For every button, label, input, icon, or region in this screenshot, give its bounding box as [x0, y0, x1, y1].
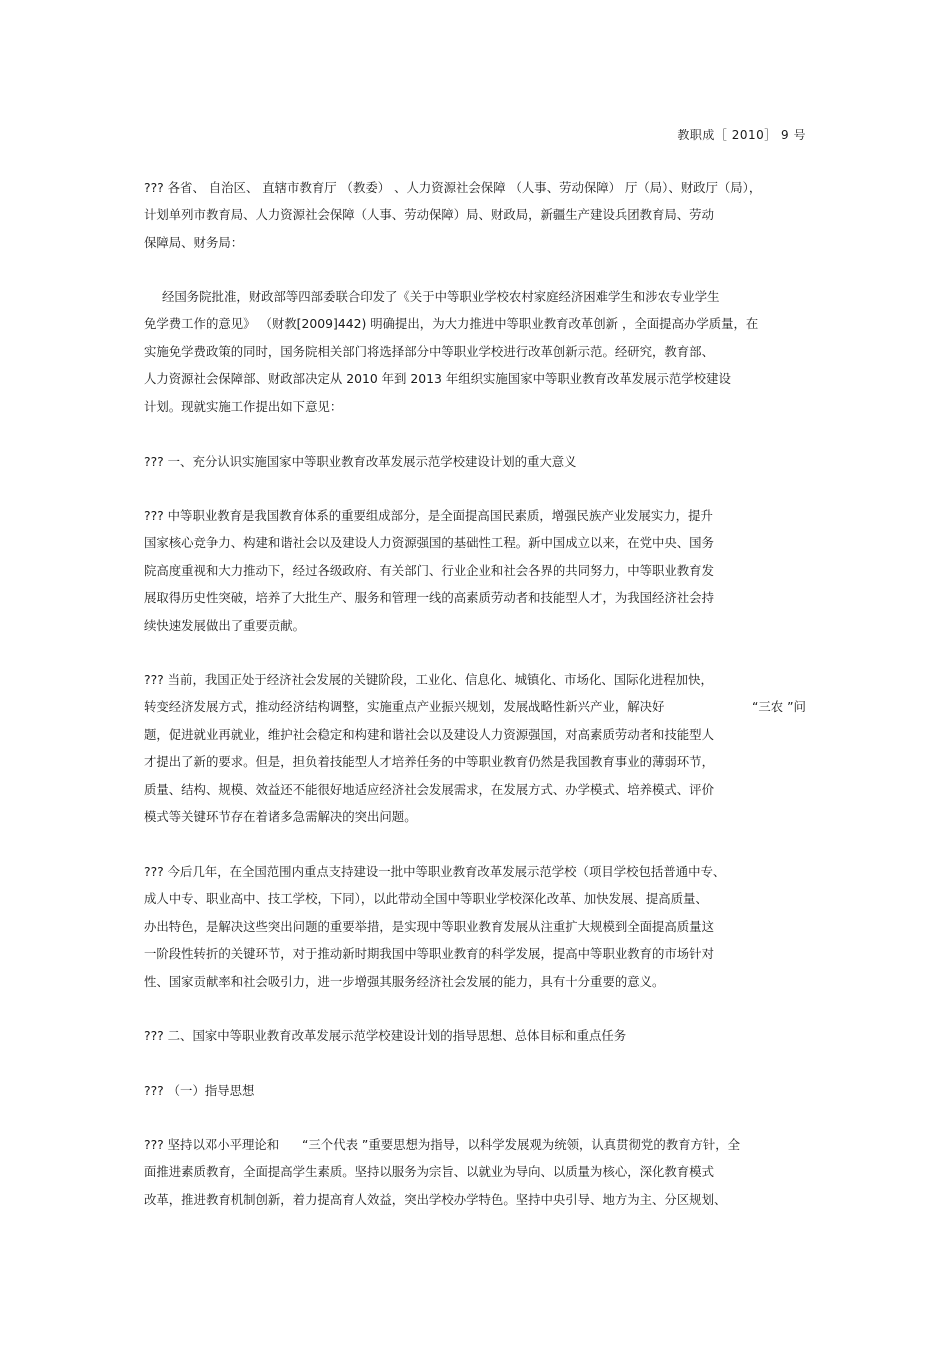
paragraph-line: ??? 坚持以邓小平理论和 — [144, 1137, 280, 1152]
intro-line: 免学费工作的意见》 （财教[2009]442) 明确提出，为大力推进中等职业教育改革创新 ，全面提高办学质量，在 — [144, 316, 759, 331]
intro-line: 实施免学费政策的同时，国务院相关部门将选择部分中等职业学校进行改革创新示范。经研究，教育部、 — [144, 344, 714, 359]
section-heading-2: ??? 二、国家中等职业教育改革发展示范学校建设计划的指导思想、总体目标和重点任务 — [144, 1028, 627, 1043]
addressee-line: ??? 各省、 自治区、 直辖市教育厅 （教委） 、人力资源社会保障 （人事、劳动保障） 厅（局）、财政厅（局）， — [144, 180, 762, 195]
intro-line: 计划。现就实施工作提出如下意见： — [144, 399, 343, 414]
paragraph-line: 展取得历史性突破，培养了大批生产、服务和管理一线的高素质劳动者和技能型人才，为我国经济社会持 — [144, 590, 714, 605]
intro-line: 经国务院批准，财政部等四部委联合印发了《关于中等职业学校农村家庭经济困难学生和涉农专业学生 — [162, 289, 720, 304]
paragraph-line: 办出特色，是解决这些突出问题的重要举措，是实现中等职业教育发展从注重扩大规模到全面提高质量这 — [144, 919, 714, 934]
addressee-line: 计划单列市教育局、人力资源社会保障（人事、劳动保障）局、财政局，新疆生产建设兵团教育局、劳动 — [144, 207, 714, 222]
subsection-heading: ??? （一）指导思想 — [144, 1083, 255, 1098]
paragraph-line: 面推进素质教育，全面提高学生素质。坚持以服务为宗旨、以就业为导向、以质量为核心，深化教育模式 — [144, 1164, 714, 1179]
paragraph-line: 改革，推进教育机制创新，着力提高育人效益，突出学校办学特色。坚持中央引导、地方为主、分区规划、 — [144, 1192, 727, 1207]
paragraph-fragment: “三个代表 ”重要思想为指导，以科学发展观为统领，认真贯彻党的教育方针，全 — [302, 1137, 741, 1152]
paragraph-line: 院高度重视和大力推动下，经过各级政府、有关部门、行业企业和社会各界的共同努力，中等职业教育发 — [144, 563, 714, 578]
paragraph-line: 一阶段性转折的关键环节，对于推动新时期我国中等职业教育的科学发展，提高中等职业教育的市场针对 — [144, 946, 714, 961]
paragraph-line: ??? 当前，我国正处于经济社会发展的关键阶段，工业化、信息化、城镇化、市场化、国际化进程加快， — [144, 672, 713, 687]
intro-line: 人力资源社会保障部、财政部决定从 2010 年到 2013 年组织实施国家中等职业教育改革发展示范学校建设 — [144, 371, 731, 386]
paragraph-line: 转变经济发展方式，推动经济结构调整，实施重点产业振兴规划，发展战略性新兴产业，解决好 — [144, 699, 665, 714]
paragraph-fragment: “三农 ”问 — [752, 699, 806, 714]
paragraph-line: 题，促进就业再就业，维护社会稳定和构建和谐社会以及建设人力资源强国，对高素质劳动者和技能型人 — [144, 727, 714, 742]
paragraph-line: 质量、结构、规模、效益还不能很好地适应经济社会发展需求，在发展方式、办学模式、培养模式、评价 — [144, 782, 714, 797]
paragraph-line: 性、国家贡献率和社会吸引力，进一步增强其服务经济社会发展的能力，具有十分重要的意义。 — [144, 974, 665, 989]
document-number: 教职成［ 2010］ 9 号 — [677, 128, 806, 142]
section-heading-1: ??? 一、充分认识实施国家中等职业教育改革发展示范学校建设计划的重大意义 — [144, 454, 577, 469]
paragraph-line: 模式等关键环节存在着诸多急需解决的突出问题。 — [144, 809, 417, 824]
paragraph-line: ??? 中等职业教育是我国教育体系的重要组成部分，是全面提高国民素质，增强民族产业发展实力，提升 — [144, 508, 713, 523]
paragraph-line: 成人中专、职业高中、技工学校，下同），以此带动全国中等职业学校深化改革、加快发展、提高质量、 — [144, 891, 708, 906]
paragraph-line: ??? 今后几年，在全国范围内重点支持建设一批中等职业教育改革发展示范学校（项目学校包括普通中专、 — [144, 864, 726, 879]
paragraph-line: 续快速发展做出了重要贡献。 — [144, 618, 306, 633]
paragraph-line: 国家核心竞争力、构建和谐社会以及建设人力资源强国的基础性工程。新中国成立以来，在党中央、国务 — [144, 535, 714, 550]
addressee-line: 保障局、财务局： — [144, 235, 244, 250]
paragraph-line: 才提出了新的要求。但是，担负着技能型人才培养任务的中等职业教育仍然是我国教育事业的薄弱环节， — [144, 754, 714, 769]
